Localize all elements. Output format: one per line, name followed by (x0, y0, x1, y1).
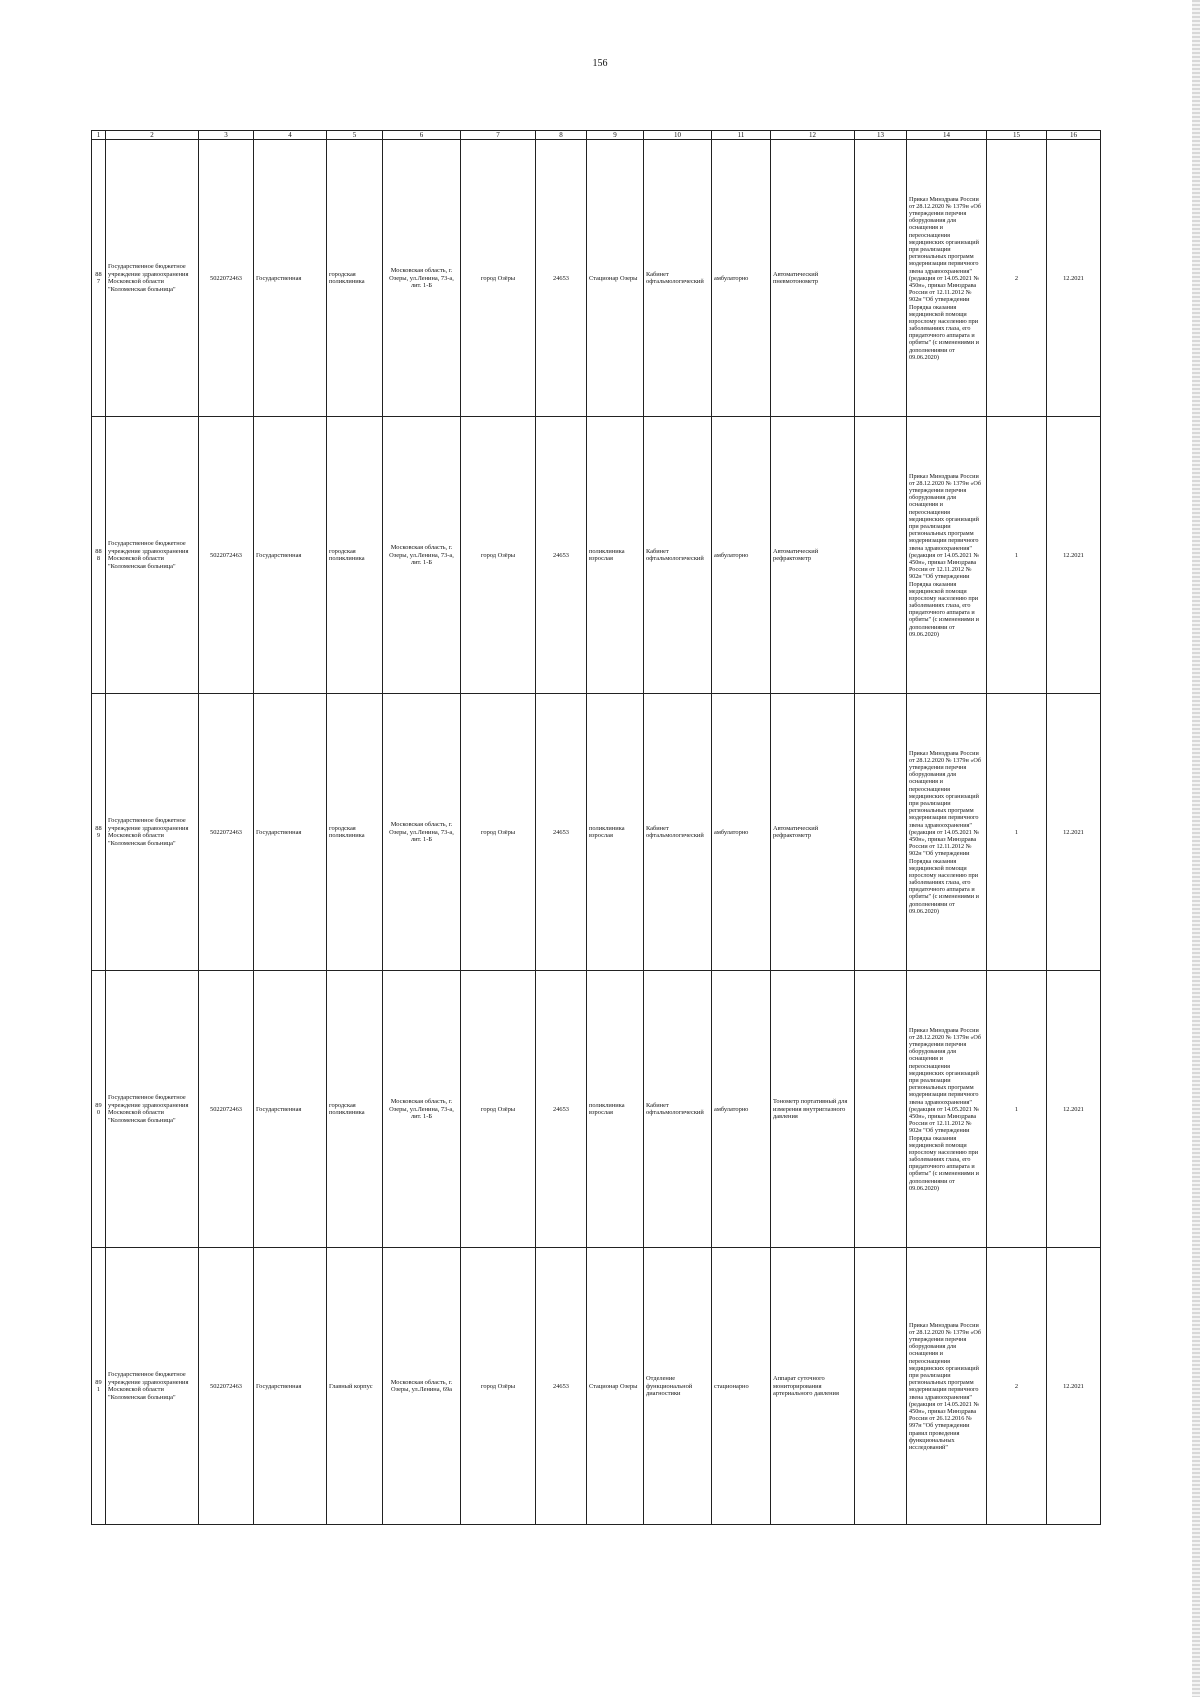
column-header: 14 (907, 131, 987, 140)
care-type-cell: амбулаторно (712, 417, 771, 694)
inn-cell: 5022072463 (199, 971, 254, 1248)
legal-basis-cell: Приказ Минздрава России от 28.12.2020 № 1379н «Об утверждении перечня оборудования для оснащения и переоснащения медицинских организаций при реализации региональных программ модернизации первичного звена здравоохранения"(редакция от 14.05.2021 № 450н», приказ Минздрава России от 26.12.2016 № 997н "Об утверждении правил проведения функциональных исследований" (907, 1248, 987, 1525)
column-header: 7 (461, 131, 536, 140)
locality-cell: город Озёры (461, 140, 536, 417)
column-header: 16 (1047, 131, 1101, 140)
table-row (92, 694, 1101, 971)
date-cell: 12.2021 (1047, 417, 1101, 694)
division-cell: городская поликлиника (327, 694, 383, 971)
locality-cell: город Озёры (461, 1248, 536, 1525)
column-header: 9 (587, 131, 644, 140)
organization-name: Государственное бюджетное учреждение здравоохранения Московской области "Коломенская больница" (106, 140, 199, 417)
empty-cell (855, 140, 907, 417)
date-cell: 12.2021 (1047, 1248, 1101, 1525)
legal-basis-cell: Приказ Минздрава России от 28.12.2020 № 1379н «Об утверждении перечня оборудования для оснащения и переоснащения медицинских организаций при реализации региональных программ модернизации первичного звена здравоохранения"(редакция от 14.05.2021 № 450н», приказ Минздрава России от 12.11.2012 № 902н "Об утверждении Порядка оказания медицинской помощи взрослому населению при заболеваниях глаза, его придаточного аппарата и орбиты" (с изменениями и дополнениями от 09.06.2020) (907, 417, 987, 694)
ownership-cell: Государственная (254, 694, 327, 971)
legal-basis-cell: Приказ Минздрава России от 28.12.2020 № 1379н «Об утверждении перечня оборудования для оснащения и переоснащения медицинских организаций при реализации региональных программ модернизации первичного звена здравоохранения"(редакция от 14.05.2021 № 450н», приказ Минздрава России от 12.11.2012 № 902н "Об утверждении Порядка оказания медицинской помощи взрослому населению при заболеваниях глаза, его придаточного аппарата и орбиты" (с изменениями и дополнениями от 09.06.2020) (907, 140, 987, 417)
table-row (92, 971, 1101, 1248)
equipment-cell: Автоматический пневмотонометр (771, 140, 855, 417)
quantity-cell: 2 (987, 140, 1047, 417)
code-cell: 24653 (536, 417, 587, 694)
column-header: 8 (536, 131, 587, 140)
unit-cell: поликлиника взрослая (587, 971, 644, 1248)
care-type-cell: амбулаторно (712, 971, 771, 1248)
column-header: 4 (254, 131, 327, 140)
division-cell: городская поликлиника (327, 971, 383, 1248)
column-header: 3 (199, 131, 254, 140)
column-header: 12 (771, 131, 855, 140)
code-cell: 24653 (536, 694, 587, 971)
unit-cell: поликлиника взрослая (587, 694, 644, 971)
date-cell: 12.2021 (1047, 140, 1101, 417)
header-row (92, 131, 1101, 140)
inn-cell: 5022072463 (199, 694, 254, 971)
organization-name: Государственное бюджетное учреждение здравоохранения Московской области "Коломенская больница" (106, 417, 199, 694)
column-header: 1 (92, 131, 106, 140)
cabinet-cell: Кабинет офтальмологический (644, 417, 712, 694)
column-header: 15 (987, 131, 1047, 140)
inn-cell: 5022072463 (199, 140, 254, 417)
division-cell: городская поликлиника (327, 140, 383, 417)
locality-cell: город Озёры (461, 694, 536, 971)
cabinet-cell: Кабинет офтальмологический (644, 694, 712, 971)
quantity-cell: 1 (987, 694, 1047, 971)
empty-cell (855, 417, 907, 694)
legal-basis-cell: Приказ Минздрава России от 28.12.2020 № 1379н «Об утверждении перечня оборудования для оснащения и переоснащения медицинских организаций при реализации региональных программ модернизации первичного звена здравоохранения"(редакция от 14.05.2021 № 450н», приказ Минздрава России от 12.11.2012 № 902н "Об утверждении Порядка оказания медицинской помощи взрослому населению при заболеваниях глаза, его придаточного аппарата и орбиты" (с изменениями и дополнениями от 09.06.2020) (907, 694, 987, 971)
organization-name: Государственное бюджетное учреждение здравоохранения Московской области "Коломенская больница" (106, 1248, 199, 1525)
quantity-cell: 1 (987, 971, 1047, 1248)
address-cell: Московская область, г. Озеры, ул.Ленина, 73-а, лит. 1-Б (383, 140, 461, 417)
empty-cell (855, 694, 907, 971)
row-number: 891 (92, 1248, 106, 1525)
column-header: 10 (644, 131, 712, 140)
column-header: 11 (712, 131, 771, 140)
equipment-cell: Автоматический рефрактометр (771, 694, 855, 971)
row-number: 890 (92, 971, 106, 1248)
cabinet-cell: Отделение функциональной диагностики (644, 1248, 712, 1525)
ownership-cell: Государственная (254, 140, 327, 417)
scan-edge (1192, 0, 1200, 1697)
unit-cell: поликлиника взрослая (587, 417, 644, 694)
address-cell: Московская область, г. Озеры, ул.Ленина, 69а (383, 1248, 461, 1525)
table-body (92, 140, 1101, 1525)
date-cell: 12.2021 (1047, 971, 1101, 1248)
inn-cell: 5022072463 (199, 1248, 254, 1525)
legal-basis-cell: Приказ Минздрава России от 28.12.2020 № 1379н «Об утверждении перечня оборудования для оснащения и переоснащения медицинских организаций при реализации региональных программ модернизации первичного звена здравоохранения"(редакция от 14.05.2021 № 450н», приказ Минздрава России от 12.11.2012 № 902н "Об утверждении Порядка оказания медицинской помощи взрослому населению при заболеваниях глаза, его придаточного аппарата и орбиты" (с изменениями и дополнениями от 09.06.2020) (907, 971, 987, 1248)
organization-name: Государственное бюджетное учреждение здравоохранения Московской области "Коломенская больница" (106, 694, 199, 971)
empty-cell (855, 1248, 907, 1525)
row-number: 889 (92, 694, 106, 971)
address-cell: Московская область, г. Озеры, ул.Ленина, 73-а, лит. 1-Б (383, 694, 461, 971)
column-header: 5 (327, 131, 383, 140)
address-cell: Московская область, г. Озеры, ул.Ленина, 73-а, лит. 1-Б (383, 417, 461, 694)
code-cell: 24653 (536, 1248, 587, 1525)
row-number: 887 (92, 140, 106, 417)
equipment-table (91, 130, 1101, 1525)
care-type-cell: стационарно (712, 1248, 771, 1525)
cabinet-cell: Кабинет офтальмологический (644, 971, 712, 1248)
table-row (92, 417, 1101, 694)
page-number: 156 (592, 58, 608, 69)
ownership-cell: Государственная (254, 971, 327, 1248)
empty-cell (855, 971, 907, 1248)
equipment-cell: Тонометр портативный для измерения внутриглазного давления (771, 971, 855, 1248)
column-header: 13 (855, 131, 907, 140)
inn-cell: 5022072463 (199, 417, 254, 694)
locality-cell: город Озёры (461, 417, 536, 694)
quantity-cell: 1 (987, 417, 1047, 694)
division-cell: городская поликлиника (327, 417, 383, 694)
address-cell: Московская область, г. Озеры, ул.Ленина, 73-а, лит. 1-Б (383, 971, 461, 1248)
care-type-cell: амбулаторно (712, 694, 771, 971)
code-cell: 24653 (536, 971, 587, 1248)
care-type-cell: амбулаторно (712, 140, 771, 417)
organization-name: Государственное бюджетное учреждение здравоохранения Московской области "Коломенская больница" (106, 971, 199, 1248)
cabinet-cell: Кабинет офтальмологический (644, 140, 712, 417)
table-row (92, 140, 1101, 417)
division-cell: Главный корпус (327, 1248, 383, 1525)
ownership-cell: Государственная (254, 1248, 327, 1525)
equipment-cell: Автоматический рефрактометр (771, 417, 855, 694)
code-cell: 24653 (536, 140, 587, 417)
ownership-cell: Государственная (254, 417, 327, 694)
unit-cell: Стационар Озеры (587, 140, 644, 417)
equipment-cell: Аппарат суточного мониторирования артериального давления (771, 1248, 855, 1525)
locality-cell: город Озёры (461, 971, 536, 1248)
column-header: 2 (106, 131, 199, 140)
column-header: 6 (383, 131, 461, 140)
table-row (92, 1248, 1101, 1525)
unit-cell: Стационар Озеры (587, 1248, 644, 1525)
date-cell: 12.2021 (1047, 694, 1101, 971)
quantity-cell: 2 (987, 1248, 1047, 1525)
row-number: 888 (92, 417, 106, 694)
